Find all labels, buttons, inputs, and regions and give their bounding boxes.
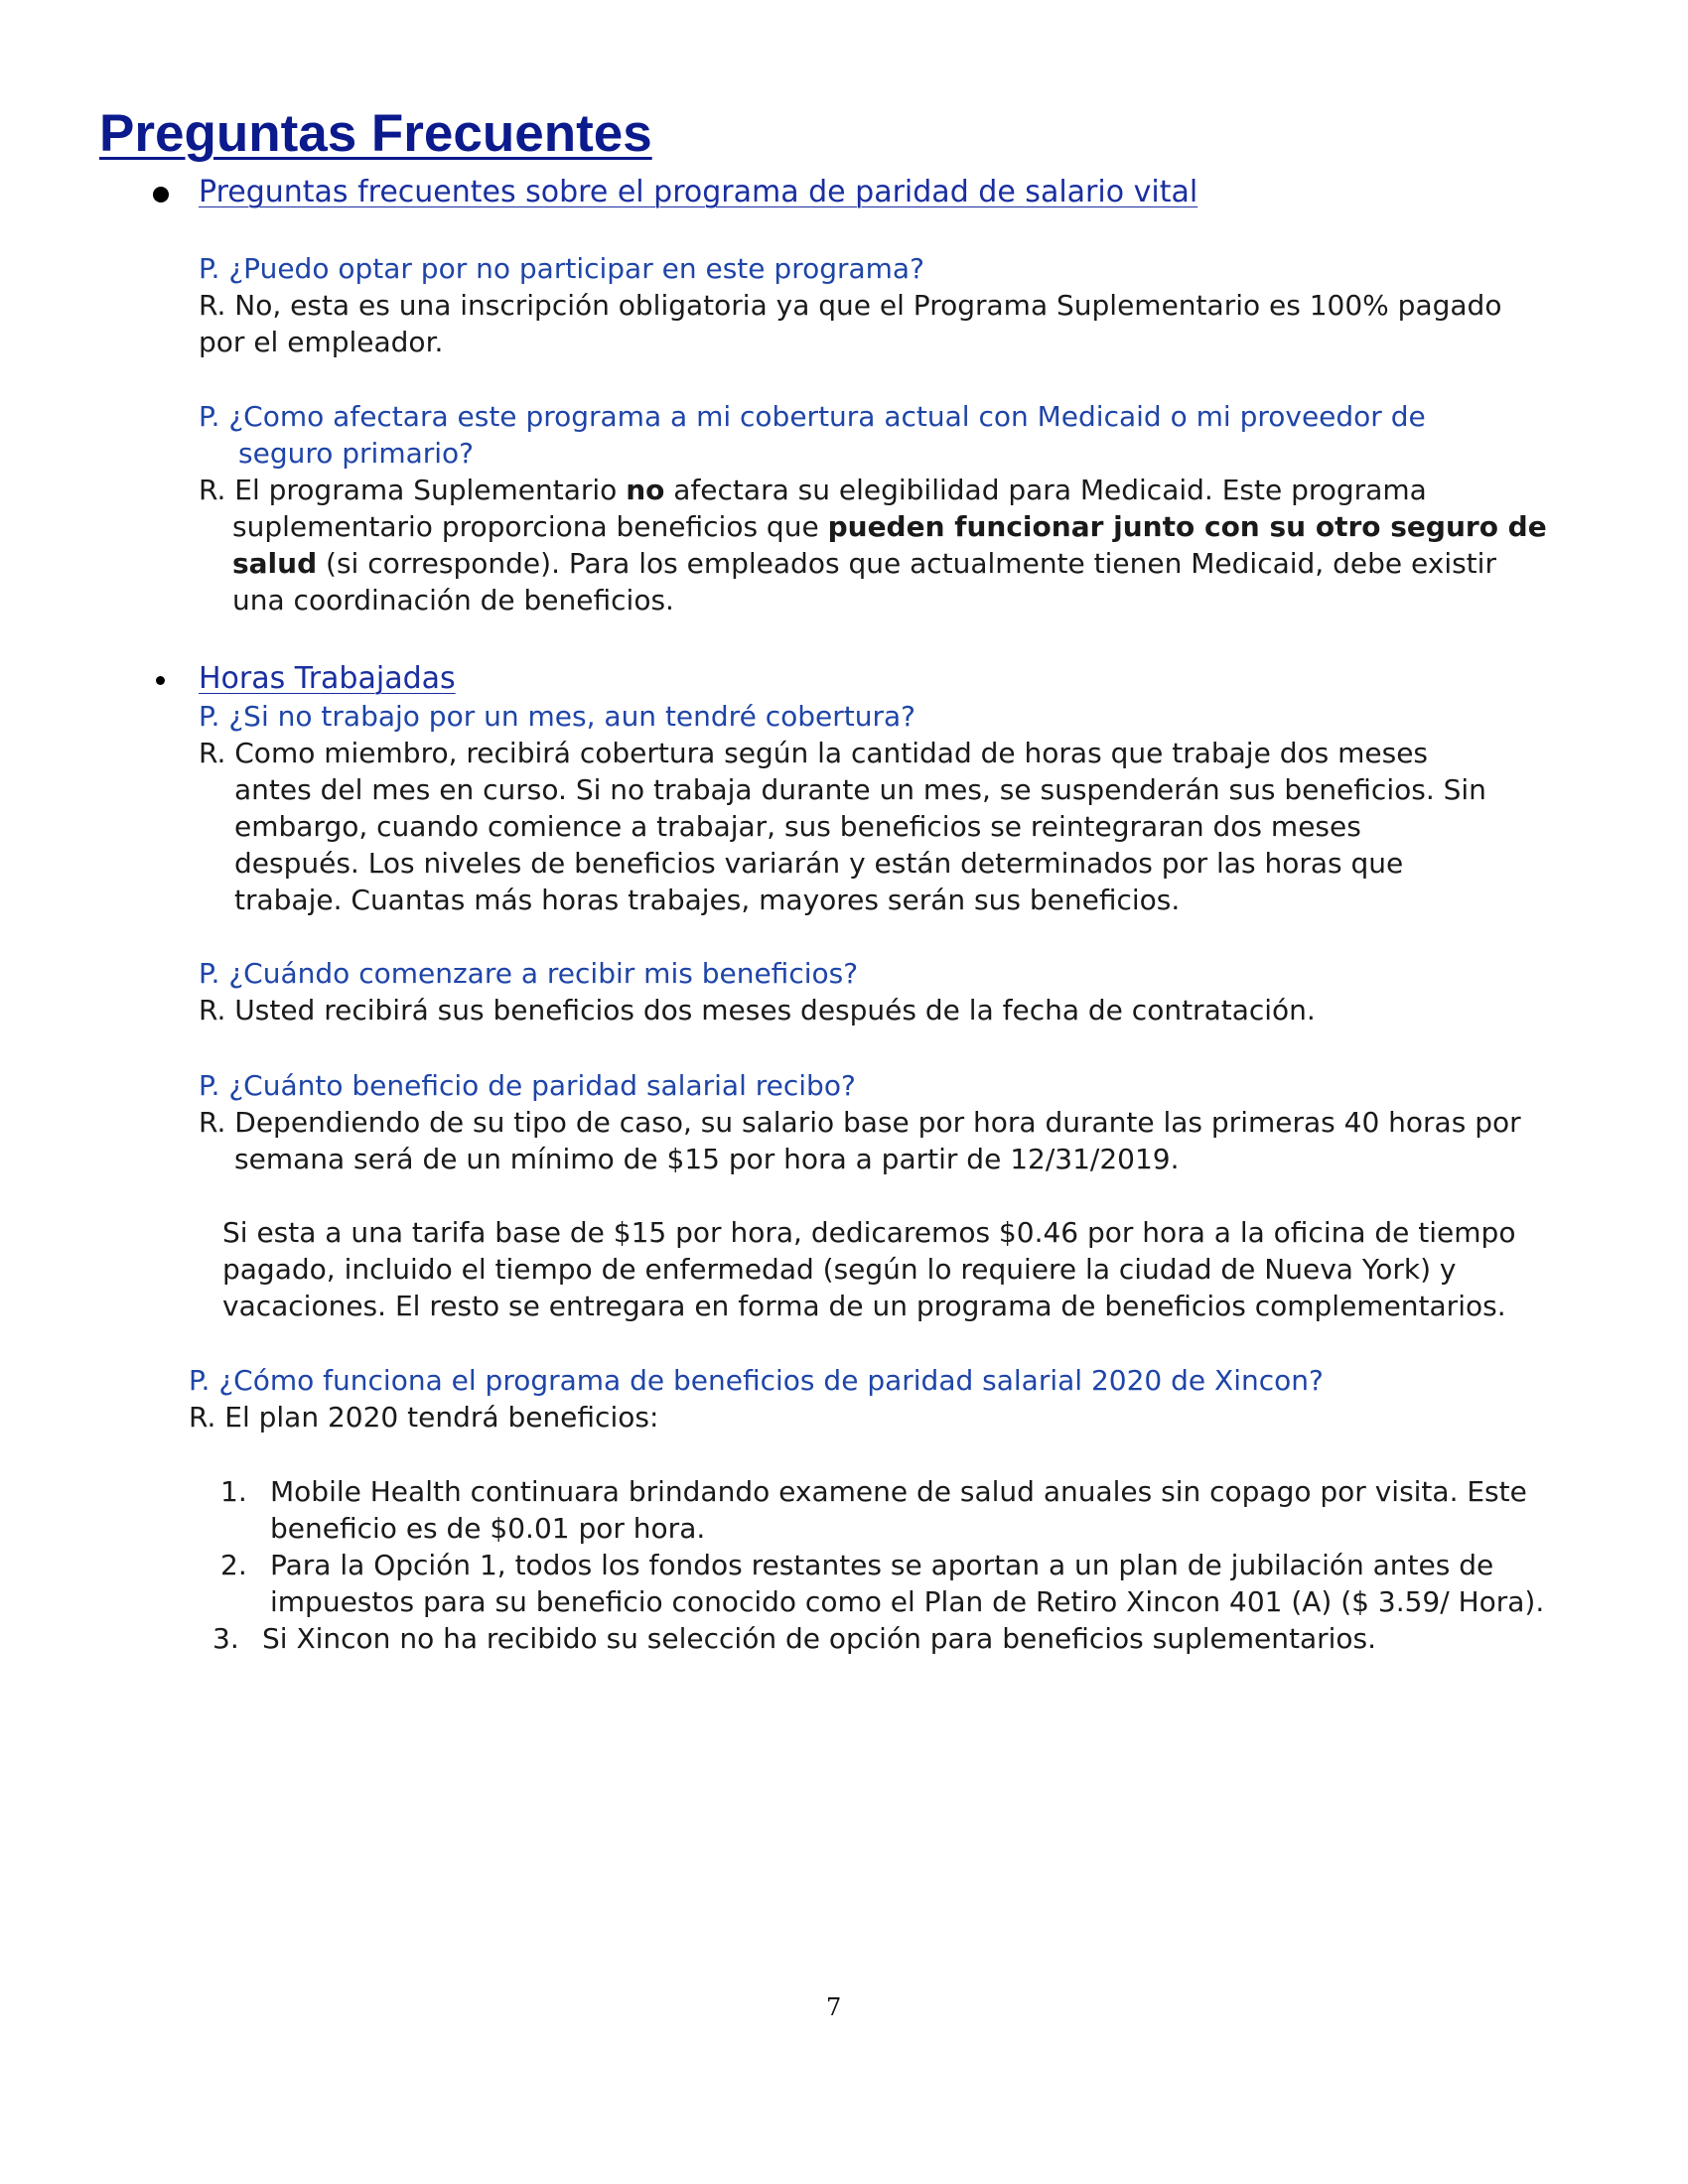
answer-2-line-3: salud (si corresponde). Para los empleados que actualmente tienen Medicaid, debe existir (232, 547, 1496, 580)
page-number: 7 (826, 1993, 842, 2021)
list-number-1: 1. (220, 1475, 247, 1508)
answer-2-line-2: suplementario proporciona beneficios que pueden funcionar junto con su otro seguro de (232, 510, 1547, 543)
question-5: P. ¿Cuánto beneficio de paridad salarial recibo? (199, 1069, 856, 1102)
bullet-icon (156, 676, 165, 685)
answer-3-line-1: R. Como miembro, recibirá cobertura según la cantidad de horas que trabaje dos meses (199, 737, 1429, 769)
list-number-3: 3. (212, 1622, 239, 1655)
paragraph-line-1: Si esta a una tarifa base de $15 por hora, dedicaremos $0.46 por hora a la oficina de tiempo (222, 1216, 1516, 1249)
answer-1-line-1: R. No, esta es una inscripción obligatoria ya que el Programa Suplementario es 100% pagado (199, 289, 1502, 322)
list-item-2-line-1: Para la Opción 1, todos los fondos restantes se aportan a un plan de jubilación antes de (270, 1549, 1494, 1581)
answer-3-line-3: embargo, cuando comience a trabajar, sus beneficios se reintegraran dos meses (234, 810, 1361, 843)
list-number-2: 2. (220, 1549, 247, 1581)
answer-5-line-2: semana será de un mínimo de $15 por hora a partir de 12/31/2019. (234, 1143, 1180, 1175)
section-link-salario-vital[interactable]: Preguntas frecuentes sobre el programa de paridad de salario vital (199, 175, 1198, 209)
question-4: P. ¿Cuándo comenzare a recibir mis beneficios? (199, 957, 859, 990)
answer-1-line-2: por el empleador. (199, 326, 444, 358)
answer-5-line-1: R. Dependiendo de su tipo de caso, su salario base por hora durante las primeras 40 horas por (199, 1106, 1521, 1139)
question-6: P. ¿Cómo funciona el programa de beneficios de paridad salarial 2020 de Xincon? (189, 1364, 1324, 1397)
page-title: Preguntas Frecuentes (99, 104, 652, 163)
question-2-line-1: P. ¿Como afectara este programa a mi cobertura actual con Medicaid o mi proveedor de (199, 400, 1426, 433)
answer-3-line-2: antes del mes en curso. Si no trabaja durante un mes, se suspenderán sus beneficios. Sin (234, 773, 1486, 806)
list-item-1-line-2: beneficio es de $0.01 por hora. (270, 1512, 706, 1545)
question-3: P. ¿Si no trabajo por un mes, aun tendré cobertura? (199, 700, 915, 733)
paragraph-line-2: pagado, incluido el tiempo de enfermedad (según lo requiere la ciudad de Nueva York) y (222, 1253, 1457, 1286)
answer-2-line-4: una coordinación de beneficios. (232, 584, 674, 616)
question-2-line-2: seguro primario? (238, 437, 475, 470)
list-item-3: Si Xincon no ha recibido su selección de opción para beneficios suplementarios. (262, 1622, 1377, 1655)
answer-6-line-1: R. El plan 2020 tendrá beneficios: (189, 1401, 659, 1433)
answer-3-line-4: después. Los niveles de beneficios variarán y están determinados por las horas que (234, 847, 1404, 880)
answer-2-line-1: R. El programa Suplementario no afectara su elegibilidad para Medicaid. Este programa (199, 474, 1427, 506)
answer-4-line-1: R. Usted recibirá sus beneficios dos meses después de la fecha de contratación. (199, 994, 1316, 1026)
section-link-horas-trabajadas[interactable]: Horas Trabajadas (199, 661, 456, 696)
list-item-2-line-2: impuestos para su beneficio conocido como el Plan de Retiro Xincon 401 (A) ($ 3.59/ Hora). (270, 1585, 1545, 1618)
question-1: P. ¿Puedo optar por no participar en este programa? (199, 252, 924, 285)
paragraph-line-3: vacaciones. El resto se entregara en forma de un programa de beneficios complementarios. (222, 1290, 1506, 1322)
bullet-icon (153, 187, 169, 203)
list-item-1-line-1: Mobile Health continuara brindando examene de salud anuales sin copago por visita. Este (270, 1475, 1527, 1508)
answer-3-line-5: trabaje. Cuantas más horas trabajes, mayores serán sus beneficios. (234, 884, 1181, 916)
